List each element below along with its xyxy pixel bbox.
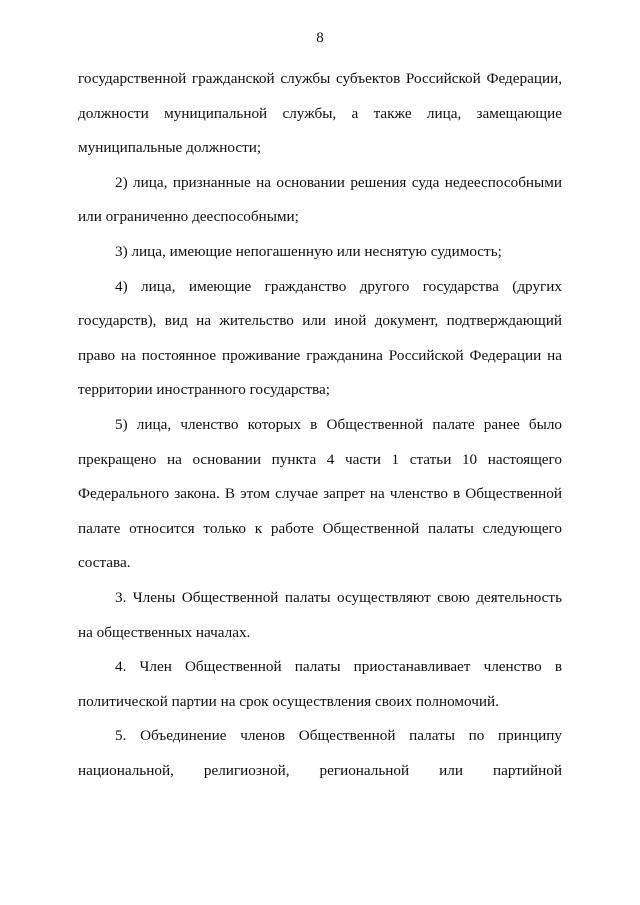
paragraph-item-4: 4) лица, имеющие гражданство другого государства (других государств), вид на жительство или иной документ, подтверждающий право на постоянное проживание гражданина Российской Федерации на территории иностранного государства; (78, 277, 562, 399)
document-body (78, 62, 562, 788)
paragraph-item-2: 2) лица, признанные на основании решения суда недееспособными или ограниченно дееспособными; (78, 173, 562, 226)
paragraph-section-4: 4. Член Общественной палаты приостанавливает членство в политической партии на срок осуществления своих полномочий. (78, 658, 562, 710)
paragraph-section-3: 3. Члены Общественной палаты осуществляют свою деятельность на общественных началах. (78, 588, 562, 641)
page-number: 8 (316, 30, 324, 46)
paragraph-item-5: 5) лица, членство которых в Общественной палате ранее было прекращено на основании пункта 4 части 1 статьи 10 настоящего Федерального закона. В этом случае запрет на членство в Общественной палате относится только к работе Общественной палаты следующего состава. (78, 415, 562, 572)
paragraph-item-3: 3) лица, имеющие непогашенную или неснятую судимость; (115, 242, 502, 260)
paragraph-continuation: государственной гражданской службы субъектов Российской Федерации, должности муниципальной службы, а также лица, замещающие муниципальные должности; (78, 70, 562, 157)
paragraph-section-5: 5. Объединение членов Общественной палаты по принципу национальной, религиозной, региональной или партийной (78, 727, 562, 779)
